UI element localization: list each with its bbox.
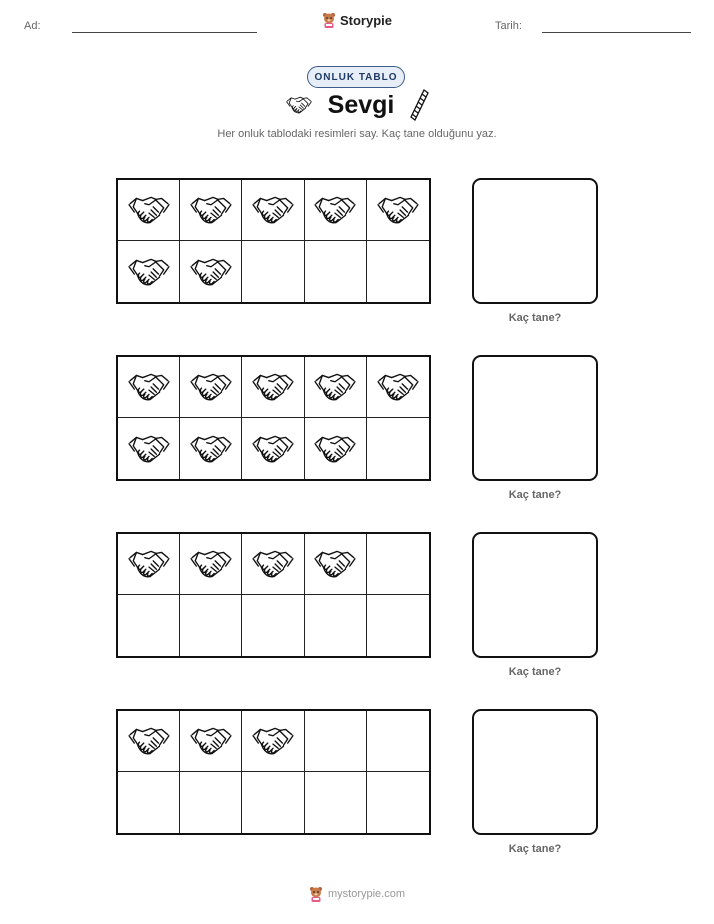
tens-frame-cell	[305, 180, 367, 241]
tens-frame-cell	[118, 418, 180, 479]
tens-frame-1	[116, 178, 431, 304]
handshake-icon	[252, 366, 294, 408]
handshake-icon	[252, 720, 294, 762]
answer-box-4[interactable]	[472, 709, 598, 835]
title-row	[0, 88, 714, 122]
answer-label-2: Kaç tane?	[508, 489, 562, 501]
handshake-icon	[190, 366, 232, 408]
handshake-icon	[128, 428, 170, 470]
handshake-icon	[284, 92, 314, 118]
tens-frame-cell	[305, 595, 367, 656]
answer-label-4: Kaç tane?	[508, 843, 562, 855]
tens-frame-cell	[180, 357, 242, 418]
handshake-icon	[128, 189, 170, 231]
handshake-icon	[190, 189, 232, 231]
answer-box-3[interactable]	[472, 532, 598, 658]
storypie-mascot-icon	[322, 12, 336, 28]
tens-frame-cell	[242, 180, 304, 241]
brand-logo	[0, 12, 714, 28]
footer-site: mystorypie.com	[327, 888, 406, 900]
handshake-icon	[190, 543, 232, 585]
tens-frame-cell	[180, 241, 242, 302]
tens-frame-cell	[242, 772, 304, 833]
worksheet-type-badge: ONLUK TABLO	[307, 66, 405, 88]
tens-frame-cell	[305, 711, 367, 772]
handshake-icon	[314, 428, 356, 470]
tens-frame-cell	[367, 595, 429, 656]
tens-frame-cell	[242, 418, 304, 479]
tens-frame-cell	[305, 772, 367, 833]
handshake-icon	[190, 720, 232, 762]
tens-frame-cell	[305, 534, 367, 595]
tens-frame-cell	[305, 357, 367, 418]
pretzel-stick-icon	[408, 88, 430, 122]
tens-frame-cell	[118, 595, 180, 656]
handshake-icon	[314, 543, 356, 585]
tens-frame-cell	[242, 241, 304, 302]
handshake-icon	[252, 428, 294, 470]
tens-frame-cell	[180, 772, 242, 833]
tens-frame-cell	[242, 595, 304, 656]
answer-label-1: Kaç tane?	[508, 312, 562, 324]
tens-frame-cell	[180, 180, 242, 241]
answer-box-1[interactable]	[472, 178, 598, 304]
tens-frame-cell	[242, 534, 304, 595]
tens-frame-cell	[367, 241, 429, 302]
brand-name: Storypie	[339, 12, 392, 28]
name-line[interactable]	[72, 32, 257, 33]
tens-frame-cell	[118, 711, 180, 772]
tens-frame-cell	[118, 772, 180, 833]
handshake-icon	[190, 428, 232, 470]
date-line[interactable]	[542, 32, 691, 33]
handshake-icon	[377, 189, 419, 231]
handshake-icon	[128, 720, 170, 762]
tens-frame-3	[116, 532, 431, 658]
tens-frame-cell	[367, 711, 429, 772]
tens-frame-cell	[367, 357, 429, 418]
tens-frame-cell	[367, 418, 429, 479]
handshake-icon	[314, 366, 356, 408]
tens-frame-cell	[305, 241, 367, 302]
handshake-icon	[128, 366, 170, 408]
tens-frame-cell	[367, 534, 429, 595]
tens-frame-cell	[180, 418, 242, 479]
tens-frame-cell	[242, 711, 304, 772]
handshake-icon	[190, 251, 232, 293]
handshake-icon	[252, 189, 294, 231]
date-label: Tarih:	[495, 20, 522, 32]
tens-frame-cell	[305, 418, 367, 479]
handshake-icon	[377, 366, 419, 408]
handshake-icon	[128, 251, 170, 293]
storypie-mascot-icon	[309, 886, 323, 902]
tens-frame-cell	[367, 180, 429, 241]
handshake-icon	[128, 543, 170, 585]
footer	[0, 886, 714, 902]
tens-frame-cell	[180, 534, 242, 595]
tens-frame-cell	[118, 180, 180, 241]
tens-frame-cell	[118, 241, 180, 302]
tens-frame-cell	[118, 534, 180, 595]
page-title: Sevgi	[327, 90, 395, 119]
tens-frame-cell	[367, 772, 429, 833]
answer-label-3: Kaç tane?	[508, 666, 562, 678]
instructions: Her onluk tablodaki resimleri say. Kaç tane olduğunu yaz.	[217, 128, 497, 140]
tens-frame-cell	[180, 595, 242, 656]
name-label: Ad:	[24, 20, 41, 32]
tens-frame-cell	[180, 711, 242, 772]
handshake-icon	[252, 543, 294, 585]
tens-frame-4	[116, 709, 431, 835]
handshake-icon	[314, 189, 356, 231]
answer-box-2[interactable]	[472, 355, 598, 481]
tens-frame-2	[116, 355, 431, 481]
tens-frame-cell	[118, 357, 180, 418]
tens-frame-cell	[242, 357, 304, 418]
